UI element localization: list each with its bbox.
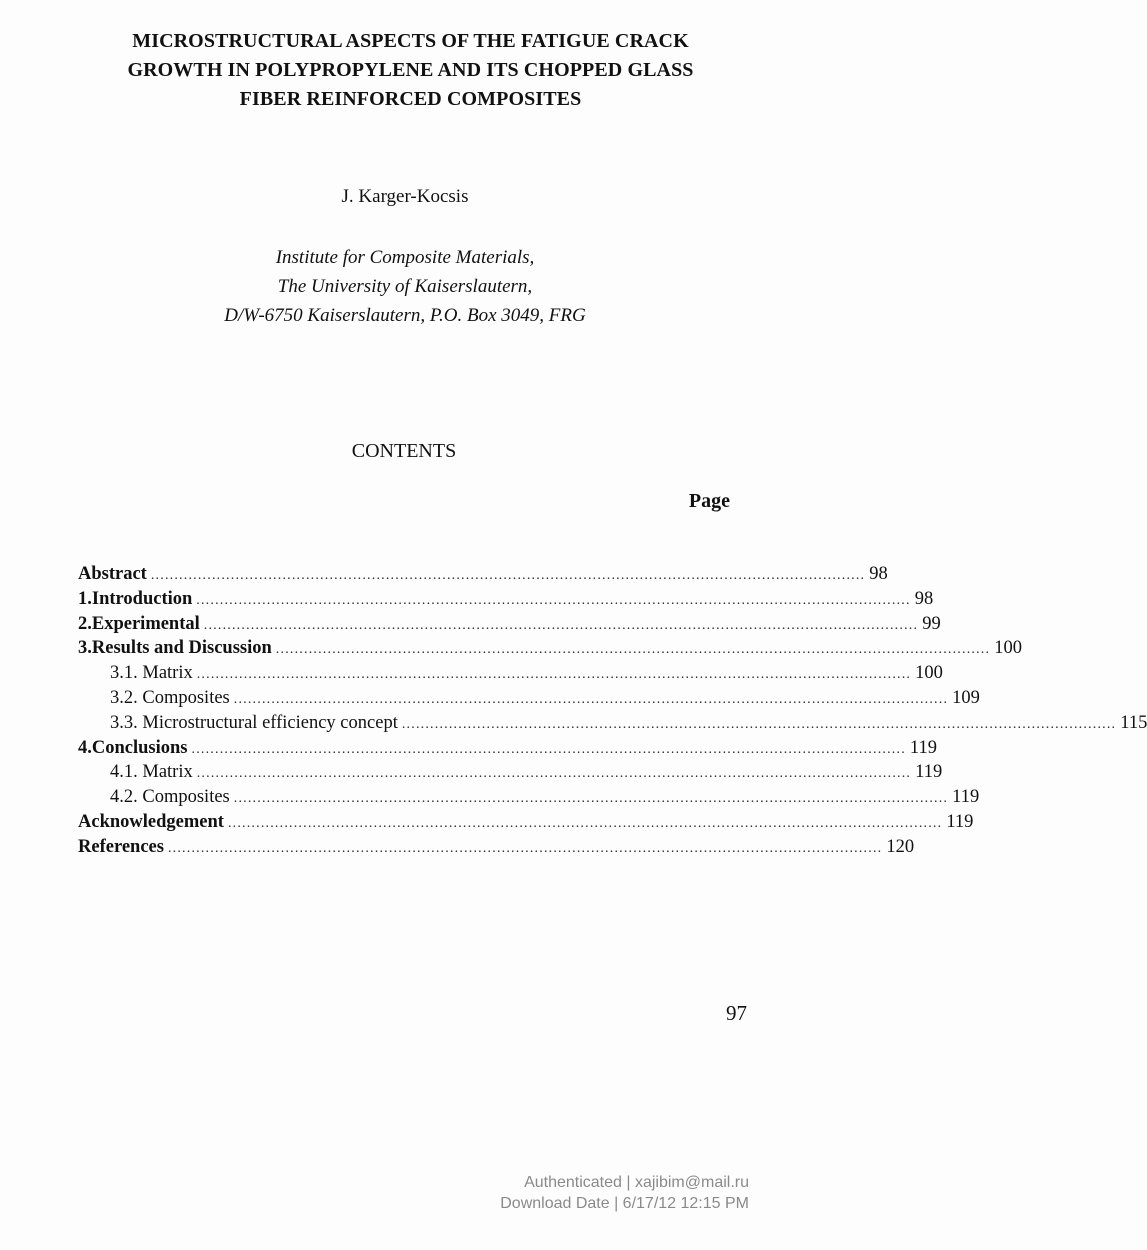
toc-entry-page: 119 bbox=[946, 811, 974, 832]
toc-entry-page: 119 bbox=[909, 737, 937, 758]
toc-entry-number: 3. bbox=[78, 638, 92, 659]
toc-dot-leader: ........................................................................................................................................................ bbox=[233, 791, 949, 807]
toc-dot-leader: ........................................................................................................................................................ bbox=[196, 592, 911, 608]
toc-entry-number: 4. bbox=[78, 737, 92, 758]
toc-entry-composites-3-2 bbox=[78, 687, 980, 713]
toc-entry-number: 2. bbox=[78, 613, 92, 634]
toc-entry-page: 99 bbox=[922, 613, 941, 634]
toc-entry-page: 98 bbox=[914, 588, 934, 609]
toc-entry-introduction bbox=[78, 588, 934, 614]
toc-entry-label: Introduction bbox=[91, 588, 193, 609]
toc-dot-leader: ........................................................................................................................................................ bbox=[203, 617, 919, 633]
title-line-3: FIBER REINFORCED COMPOSITES bbox=[239, 88, 582, 110]
toc-entry-page: 120 bbox=[886, 836, 915, 857]
toc-entry-page: 98 bbox=[869, 564, 888, 584]
toc-entry-composites-4-2 bbox=[78, 787, 980, 812]
toc-entry-label: 3.1. Matrix bbox=[110, 663, 193, 684]
toc-entry-page: 100 bbox=[915, 663, 943, 684]
toc-entry-efficiency-concept-3-3 bbox=[78, 712, 1147, 738]
toc-entry-page: 109 bbox=[952, 687, 980, 708]
author-name: J. Karger-Kocsis bbox=[341, 186, 469, 207]
toc-entry-page: 119 bbox=[952, 787, 980, 808]
toc-entry-acknowledgement bbox=[78, 811, 974, 837]
toc-entry-references bbox=[78, 836, 915, 862]
toc-dot-leader: ........................................................................................................................................................ bbox=[227, 815, 943, 831]
author-affiliation bbox=[0, 243, 810, 330]
toc-entry-page: 115 bbox=[1120, 712, 1147, 733]
toc-entry-conclusions bbox=[78, 737, 937, 763]
watermark-download-date: Download Date | 6/17/12 12:15 PM bbox=[500, 1195, 749, 1212]
affiliation-line-1: Institute for Composite Materials, bbox=[275, 247, 535, 268]
toc-entry-label: Acknowledgement bbox=[78, 811, 224, 832]
toc-entry-matrix-4-1 bbox=[78, 762, 943, 787]
toc-dot-leader: ........................................................................................................................................................ bbox=[196, 766, 912, 782]
toc-dot-leader: ........................................................................................................................................................ bbox=[196, 667, 912, 683]
toc-entry-number: 1. bbox=[78, 588, 92, 609]
toc-entry-results-discussion bbox=[78, 638, 1022, 663]
title-line-2: GROWTH IN POLYPROPYLENE AND ITS CHOPPED GLASS bbox=[127, 59, 694, 81]
toc-entry-label: 4.1. Matrix bbox=[110, 762, 193, 783]
toc-entry-label: References bbox=[78, 836, 164, 857]
toc-entry-label: Abstract bbox=[78, 564, 147, 584]
toc-dot-leader: ........................................................................................................................................................ bbox=[191, 741, 906, 757]
table-of-contents bbox=[78, 564, 1147, 862]
title-line-1: MICROSTRUCTURAL ASPECTS OF THE FATIGUE CRACK bbox=[132, 30, 689, 52]
toc-entry-label: Results and Discussion bbox=[91, 638, 272, 659]
paper-title bbox=[0, 27, 821, 114]
affiliation-line-3: D/W-6750 Kaiserslautern, P.O. Box 3049, FRG bbox=[224, 305, 586, 326]
toc-dot-leader: ........................................................................................................................................................ bbox=[233, 691, 949, 707]
toc-entry-label: 3.3. Microstructural efficiency concept bbox=[110, 712, 398, 733]
toc-entry-abstract bbox=[78, 564, 888, 589]
watermark-authenticated: Authenticated | xajibim@mail.ru bbox=[524, 1174, 749, 1191]
page-column-label: Page bbox=[688, 490, 730, 512]
toc-entry-experimental bbox=[78, 613, 941, 639]
toc-entry-label: Experimental bbox=[91, 613, 200, 634]
toc-dot-leader: ........................................................................................................................................................ bbox=[401, 716, 1117, 732]
toc-entry-page: 100 bbox=[994, 638, 1022, 659]
toc-entry-label: 3.2. Composites bbox=[110, 687, 230, 708]
toc-dot-leader: ........................................................................................................................................................ bbox=[275, 642, 991, 658]
toc-dot-leader: ........................................................................................................................................................ bbox=[167, 840, 883, 856]
toc-dot-leader: ........................................................................................................................................................ bbox=[150, 568, 866, 583]
page-number: 97 bbox=[726, 1001, 747, 1025]
toc-entry-label: 4.2. Composites bbox=[110, 787, 230, 808]
download-watermark bbox=[500, 1172, 749, 1214]
contents-heading: CONTENTS bbox=[351, 440, 457, 462]
toc-entry-label: Conclusions bbox=[91, 737, 188, 758]
toc-entry-page: 119 bbox=[915, 762, 943, 783]
toc-entry-matrix-3-1 bbox=[78, 663, 943, 688]
affiliation-line-2: The University of Kaiserslautern, bbox=[277, 276, 533, 297]
